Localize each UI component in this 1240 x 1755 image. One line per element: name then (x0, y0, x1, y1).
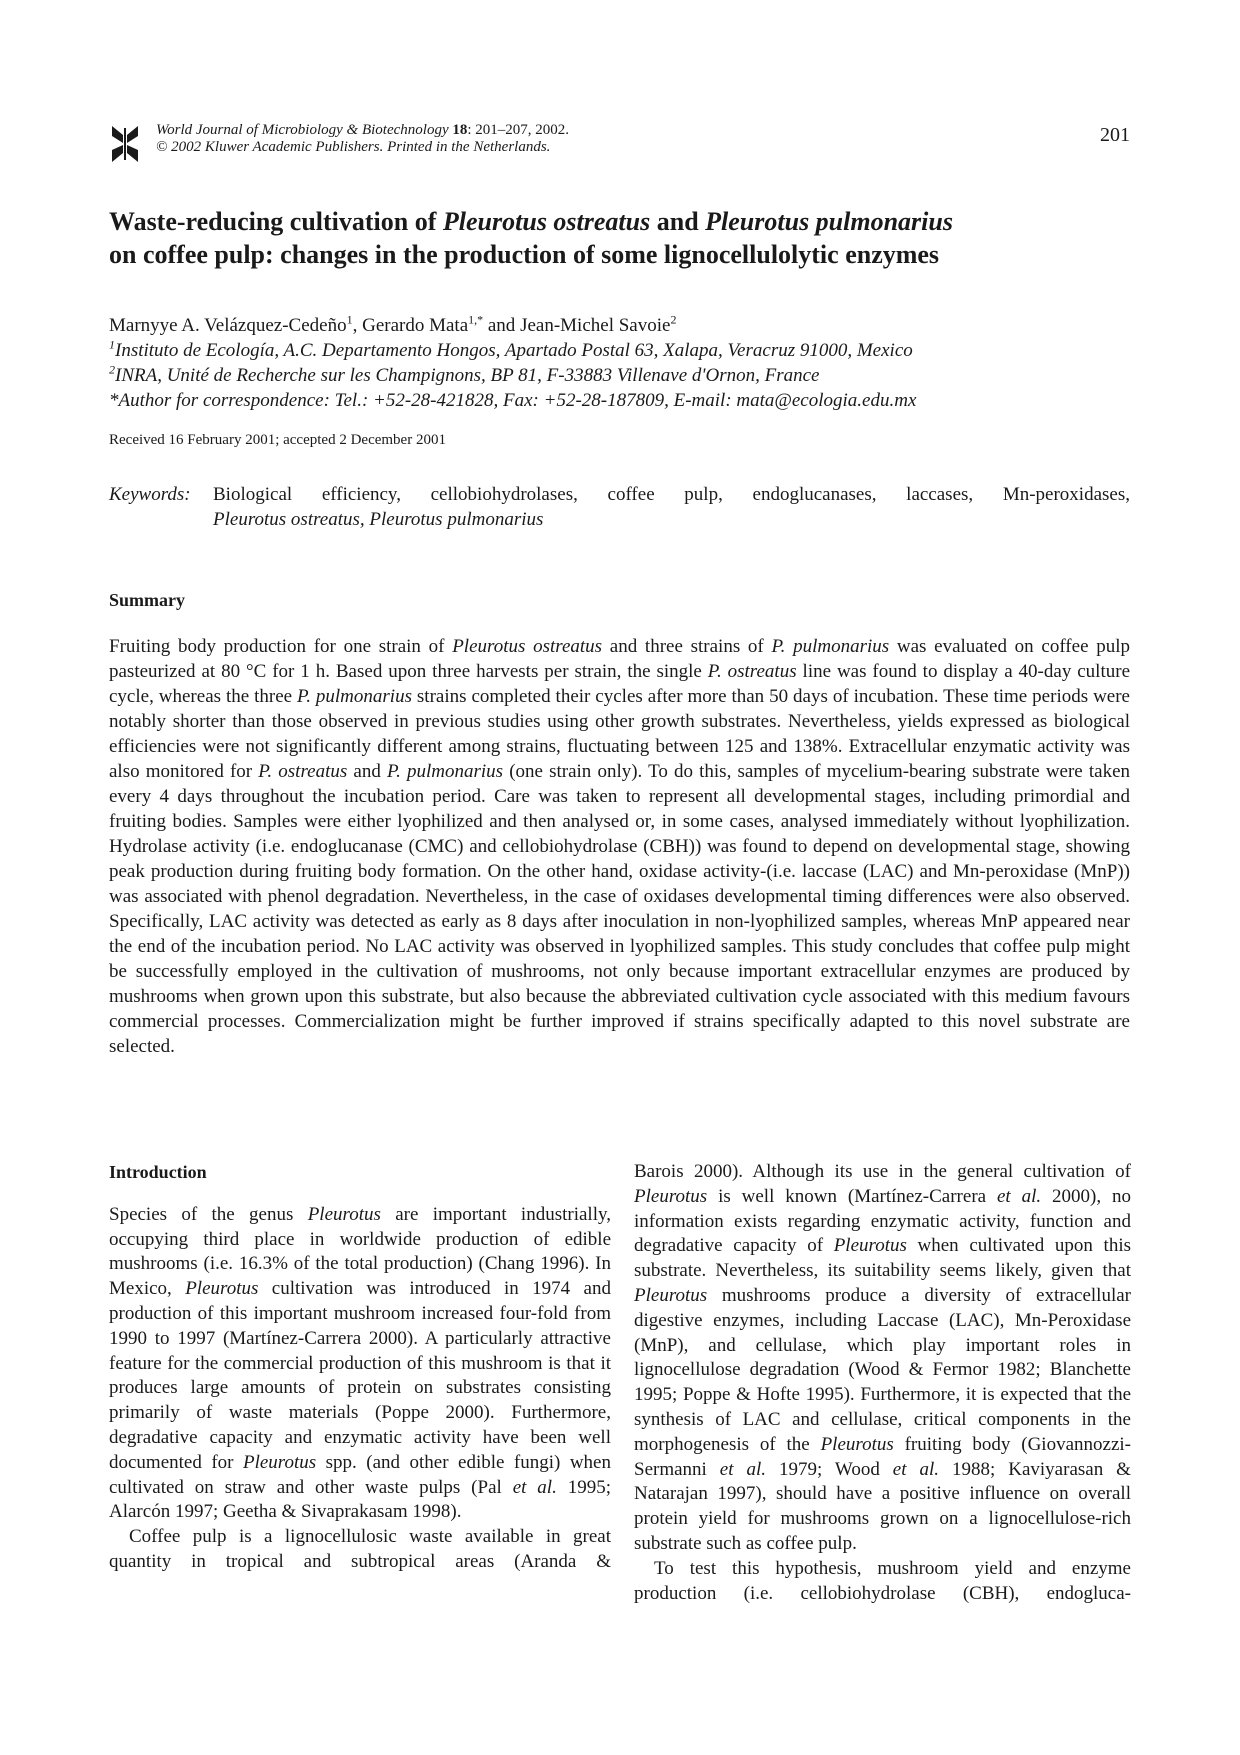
affil-text: INRA, Unité de Recherche sur les Champignons, BP 81, F-33883 Villenave d'Ornon, France (115, 365, 820, 386)
publisher-logo-icon (110, 124, 140, 164)
journal-name: World Journal of Microbiology & Biotechnology (156, 122, 449, 138)
body-text: when cultivated upon this substrate. Nevertheless, its suitability seems likely, given that (634, 1235, 1131, 1282)
page-number: 201 (1100, 124, 1130, 146)
affil-text: Instituto de Ecología, A.C. Departamento Hongos, Apartado Postal 63, Xalapa, Veracruz 91000, Mexico (115, 340, 913, 361)
body-text: 1995; Alarcón 1997; Geetha & Sivaprakasam 1998). (109, 1476, 611, 1523)
affiliation-1 (109, 338, 1139, 363)
body-column-right (634, 1160, 1131, 1606)
paper-title (109, 205, 1129, 271)
summary-text: line was found to display a 40-day culture cycle, whereas the three (109, 661, 1131, 707)
body-text: Barois 2000). Although its use in the general cultivation of (634, 1161, 1131, 1182)
body-italic: et al. (996, 1185, 1042, 1207)
body-text: Species of the genus (109, 1203, 308, 1225)
journal-copyright: © 2002 Kluwer Academic Publishers. Printed in the Netherlands. (156, 139, 551, 155)
author-block (109, 313, 1139, 413)
body-text: spp. (and other edible fungi) when cultivated on straw and other waste pulps (Pal (109, 1451, 611, 1498)
body-italic: et al. (719, 1458, 767, 1480)
affil-sup: 1 (109, 337, 115, 352)
body-text: 1988; Kaviyarasan & Natarajan 1997), should have a positive influence on overall protein yield for mushrooms grown on a lignocellulose-rich substrate such as coffee pulp. (634, 1458, 1131, 1554)
summary-text: Fruiting body production for one strain of (109, 636, 453, 657)
body-text: are important industrially, occupying third place in worldwide production of edible mushrooms (i.e. 16.3% of the total production) (Chang 1996). In Mexico, (109, 1203, 611, 1300)
body-text: fruiting body (Giovannozzi-Sermanni (634, 1433, 1131, 1480)
correspondence: *Author for correspondence: Tel.: +52-28-421828, Fax: +52-28-187809, E-mail: mata@ecologia.edu.mx (109, 390, 917, 411)
summary-species: P. pulmonarius (297, 686, 412, 707)
author-separator: and (483, 315, 521, 336)
author-sup: 1,* (468, 312, 484, 327)
body-italic: Pleurotus (307, 1203, 381, 1225)
intro-paragraph-3: To test this hypothesis, mushroom yield and enzyme production (i.e. cellobiohydrolase (CBH), endogluca- (634, 1557, 1131, 1604)
journal-citation (156, 122, 569, 156)
body-text: 2000), no information exists regarding enzymatic activity, function and degradative capacity of (634, 1185, 1131, 1257)
body-text: cultivation was introduced in 1974 and production of this important mushroom increased four-fold from 1990 to 1997 (Martínez-Carrera 2000). A particularly attractive feature for the commercial production of this mushroom is that it produces large amounts of protein on substrates consisting primarily of waste materials (Poppe 2000). Furthermore, degradative capacity and enzymatic activity have been well documented for (109, 1278, 611, 1473)
summary-text: (one strain only). To do this, samples of mycelium-bearing substrate were taken every 4 days throughout the incubation period. Care was taken to represent all developmental stages, including primordial and fruiting bodies. Samples were either lyophilized and then analysed or, in some cases, analysed immediately without lyophilization. Hydrolase activity (i.e. endoglucanase (CMC) and cellobiohydrolase (CBH)) was found to depend on developmental stage, showing peak production during fruiting body formation. On the other hand, oxidase activity-(i.e. laccase (LAC) and Mn-peroxidase (MnP)) was associated with phenol degradation. Nevertheless, in the case of oxidases developmental timing differences were also observed. Specifically, LAC activity was detected as early as 8 days after inoculation in non-lyophilized samples, whereas MnP appeared near the end of the incubation period. No LAC activity was observed in lyophilized samples. This study concludes that coffee pulp might be successfully employed in the cultivation of mushrooms, not only because important extracellular enzymes are produced by mushrooms when grown upon this substrate, but also because the abbreviated cultivation cycle associated with this medium favours commercial processes. Commercialization might be further improved if strains specifically adapted to this novel substrate are selected. (109, 761, 1131, 1057)
author-name: Marnyye A. Velázquez-Cedeño (109, 315, 347, 336)
body-italic: Pleurotus (634, 1185, 708, 1207)
body-italic: Pleurotus (242, 1451, 317, 1473)
summary-species: P. pulmonarius (386, 761, 504, 782)
body-text: mushrooms produce a diversity of extracellular digestive enzymes, including Laccase (LAC), Mn-Peroxidase (MnP), and cellulase, which play important roles in lignocellulose degradation (Wood & Fermor 1982; Blanchette 1995; Poppe & Hofte 1995). Furthermore, it is expected that the synthesis of LAC and cellulase, critical components in the morphogenesis of the (634, 1284, 1131, 1455)
body-italic: Pleurotus (833, 1235, 907, 1257)
body-text: 1979; Wood (766, 1458, 893, 1480)
intro-paragraph-1 (109, 1203, 611, 1525)
keywords-label: Keywords: (109, 484, 191, 505)
summary-species: P. ostreatus (258, 761, 348, 782)
summary-heading: Summary (109, 590, 185, 610)
intro-paragraph-2-cont (634, 1160, 1131, 1557)
title-species: Pleurotus pulmonarius (705, 207, 953, 236)
intro-paragraph-2: Coffee pulp is a lignocellulosic waste available in great quantity in tropical and subtropical areas (Aranda & (109, 1526, 611, 1572)
keywords-block (109, 482, 1130, 532)
title-text: Waste-reducing cultivation of (109, 207, 443, 236)
body-italic: Pleurotus (185, 1278, 259, 1300)
summary-paragraph (109, 634, 1130, 1059)
author-name: Jean-Michel Savoie (520, 315, 671, 336)
journal-pages: : 201–207, 2002. (467, 122, 570, 138)
summary-species: Pleurotus ostreatus (452, 636, 603, 657)
author-sup: 2 (670, 312, 677, 327)
introduction-heading: Introduction (109, 1162, 207, 1182)
received-dates: Received 16 February 2001; accepted 2 December 2001 (109, 432, 446, 448)
keywords-list: Biological efficiency, cellobiohydrolases, coffee pulp, endoglucanases, laccases, Mn-peroxidases, (213, 484, 1130, 505)
author-list (109, 313, 1139, 338)
keywords-text (213, 482, 1130, 532)
journal-header (110, 122, 1130, 166)
author-name: Gerardo Mata (362, 315, 469, 336)
summary-species: P. pulmonarius (771, 636, 890, 657)
affil-sup: 2 (109, 362, 115, 377)
body-italic: Pleurotus (634, 1284, 708, 1306)
body-italic: et al. (892, 1458, 940, 1480)
author-separator: , (352, 315, 363, 336)
body-text: is well known (Martínez-Carrera (707, 1185, 997, 1207)
affiliation-2 (109, 363, 1139, 388)
title-text: and (650, 207, 706, 236)
body-column-left (109, 1160, 611, 1575)
title-species: Pleurotus ostreatus (442, 207, 651, 236)
summary-text: and three strains of (602, 636, 772, 657)
author-sup: 1 (346, 312, 353, 327)
body-italic: et al. (512, 1476, 557, 1498)
summary-text: was evaluated on coffee pulp pasteurized at 80 °C for 1 h. Based upon three harvests per strain, the single (109, 636, 1130, 682)
summary-text: strains completed their cycles after more than 50 days of incubation. These time periods were notably shorter than those observed in previous studies using other growth substrates. Nevertheless, yields expressed as biological efficiencies were not significantly different among strains, fluctuating between 125 and 138%. Extracellular enzymatic activity was also monitored for (109, 686, 1130, 782)
journal-volume: 18 (452, 122, 468, 138)
title-line-2: on coffee pulp: changes in the production of some lignocellulolytic enzymes (109, 240, 940, 269)
body-italic: Pleurotus (820, 1433, 894, 1455)
summary-species: P. ostreatus (707, 661, 797, 682)
keywords-species: Pleurotus ostreatus, Pleurotus pulmonarius (213, 509, 544, 530)
summary-text: and (347, 761, 387, 782)
